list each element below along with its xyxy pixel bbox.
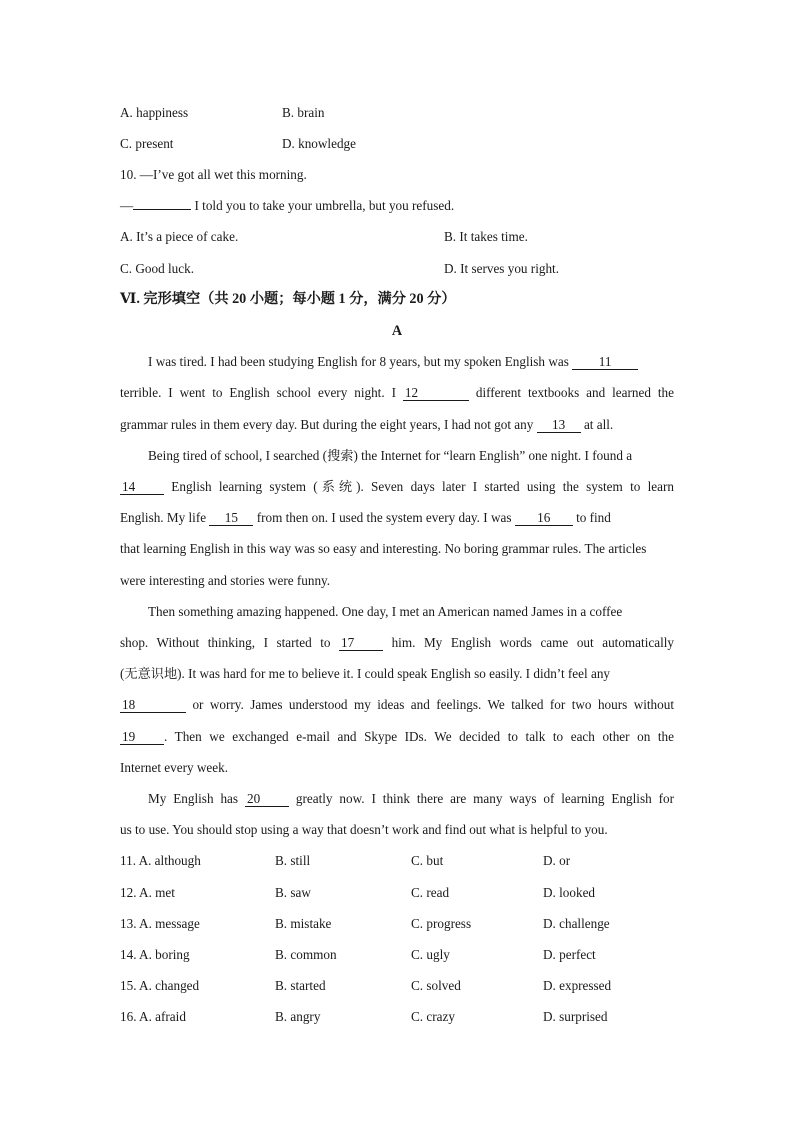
q15-option-d: D. expressed <box>543 978 612 993</box>
q13-option-c: C. progress <box>411 916 472 931</box>
q9-option-c: C. present <box>120 136 174 151</box>
passage-text: or worry. James understood my ideas and feelings. We talked for two hours without <box>186 697 674 712</box>
q14-option-c: C. ugly <box>411 947 450 962</box>
passage-text: to find <box>572 510 611 525</box>
q12-option-a: 12. A. met <box>120 885 175 900</box>
q15-option-a: 15. A. changed <box>120 978 200 993</box>
passage-text: from then on. I used the system every day. I was <box>253 510 515 525</box>
q10-option-b: B. It takes time. <box>444 229 528 244</box>
blank-14[interactable]: 14 <box>120 480 164 495</box>
q13-option-b: B. mistake <box>275 916 332 931</box>
q11-option-c: C. but <box>411 853 444 868</box>
blank-15[interactable]: 15 <box>209 511 253 526</box>
passage-text: at all. <box>580 417 614 432</box>
q11-option-a: 11. A. although <box>120 853 201 868</box>
blank-17[interactable]: 17 <box>339 636 383 651</box>
blank-16[interactable]: 16 <box>515 511 573 526</box>
passage-p2-line4: that learning English in this way was so easy and interesting. No boring grammar rules. The articles <box>120 541 647 556</box>
passage-p2-line5: were interesting and stories were funny. <box>120 573 331 588</box>
blank-13[interactable]: 13 <box>537 418 581 433</box>
passage-text: English learning system (系统). Seven days later I started using the system to learn <box>164 479 674 494</box>
blank-11[interactable]: 11 <box>572 355 638 370</box>
passage-p3-line5 <box>120 728 674 746</box>
passage-p1-line1 <box>148 353 638 371</box>
q14-option-a: 14. A. boring <box>120 947 190 962</box>
passage-p2-line3 <box>120 509 611 527</box>
q15-option-c: C. solved <box>411 978 461 993</box>
q9-option-d: D. knowledge <box>282 136 356 151</box>
passage-text: terrible. I went to English school every night. I <box>120 385 403 400</box>
passage-text: I was tired. I had been studying English for 8 years, but my spoken English was <box>148 354 573 369</box>
q12-option-c: C. read <box>411 885 450 900</box>
passage-text: shop. Without thinking, I started to <box>120 635 340 650</box>
q10-answer-blank[interactable] <box>133 209 191 210</box>
q16-option-b: B. angry <box>275 1009 321 1024</box>
passage-text: greatly now. I think there are many ways of learning English for <box>288 791 674 806</box>
passage-text: English. My life <box>120 510 210 525</box>
q9-option-b: B. brain <box>282 105 325 120</box>
q10-response-dash: — <box>120 198 134 213</box>
q11-option-d: D. or <box>543 853 571 868</box>
passage-p3-line6: Internet every week. <box>120 760 229 775</box>
passage-p2-line1: Being tired of school, I searched (搜索) the Internet for “learn English” one night. I found a <box>148 448 633 463</box>
q16-option-c: C. crazy <box>411 1009 455 1024</box>
q13-option-a: 13. A. message <box>120 916 200 931</box>
passage-text: My English has <box>148 791 245 806</box>
q15-option-b: B. started <box>275 978 326 993</box>
passage-p3-line1: Then something amazing happened. One day, I met an American named James in a coffee <box>148 604 623 619</box>
passage-p4-line1 <box>148 790 674 808</box>
q10-option-d: D. It serves you right. <box>444 261 560 276</box>
q10-option-c: C. Good luck. <box>120 261 194 276</box>
passage-p3-line4 <box>120 696 674 714</box>
passage-p1-line2 <box>120 384 674 402</box>
q9-option-a: A. happiness <box>120 105 189 120</box>
q10-response <box>120 197 454 215</box>
q16-option-d: D. surprised <box>543 1009 608 1024</box>
q10-question: 10. —I’ve got all wet this morning. <box>120 167 307 182</box>
blank-19[interactable]: 19 <box>120 730 164 745</box>
blank-18[interactable]: 18 <box>120 698 186 713</box>
passage-text: grammar rules in them every day. But during the eight years, I had not got any <box>120 417 537 432</box>
passage-text: different textbooks and learned the <box>468 385 674 400</box>
q14-option-d: D. perfect <box>543 947 596 962</box>
passage-text: him. My English words came out automatically <box>383 635 674 650</box>
q10-option-a: A. It’s a piece of cake. <box>120 229 239 244</box>
blank-20[interactable]: 20 <box>245 792 289 807</box>
passage-p3-line2 <box>120 634 674 652</box>
passage-p2-line2 <box>120 478 674 496</box>
q10-response-text: I told you to take your umbrella, but you refused. <box>191 198 455 213</box>
q14-option-b: B. common <box>275 947 337 962</box>
blank-12[interactable]: 12 <box>403 386 469 401</box>
q16-option-a: 16. A. afraid <box>120 1009 186 1024</box>
passage-label: A <box>391 323 403 339</box>
passage-text: . Then we exchanged e-mail and Skype IDs. We decided to talk to each other on the <box>164 729 674 744</box>
section-heading: Ⅵ. 完形填空（共 20 小题；每小题 1 分，满分 20 分） <box>120 291 456 307</box>
passage-p4-line2: us to use. You should stop using a way that doesn’t work and find out what is helpful to you. <box>120 822 608 837</box>
q13-option-d: D. challenge <box>543 916 610 931</box>
passage-p3-line3: (无意识地). It was hard for me to believe it. I could speak English so easily. I didn’t feel any <box>120 666 611 681</box>
q12-option-d: D. looked <box>543 885 596 900</box>
q12-option-b: B. saw <box>275 885 311 900</box>
q11-option-b: B. still <box>275 853 311 868</box>
passage-p1-line3 <box>120 416 613 434</box>
